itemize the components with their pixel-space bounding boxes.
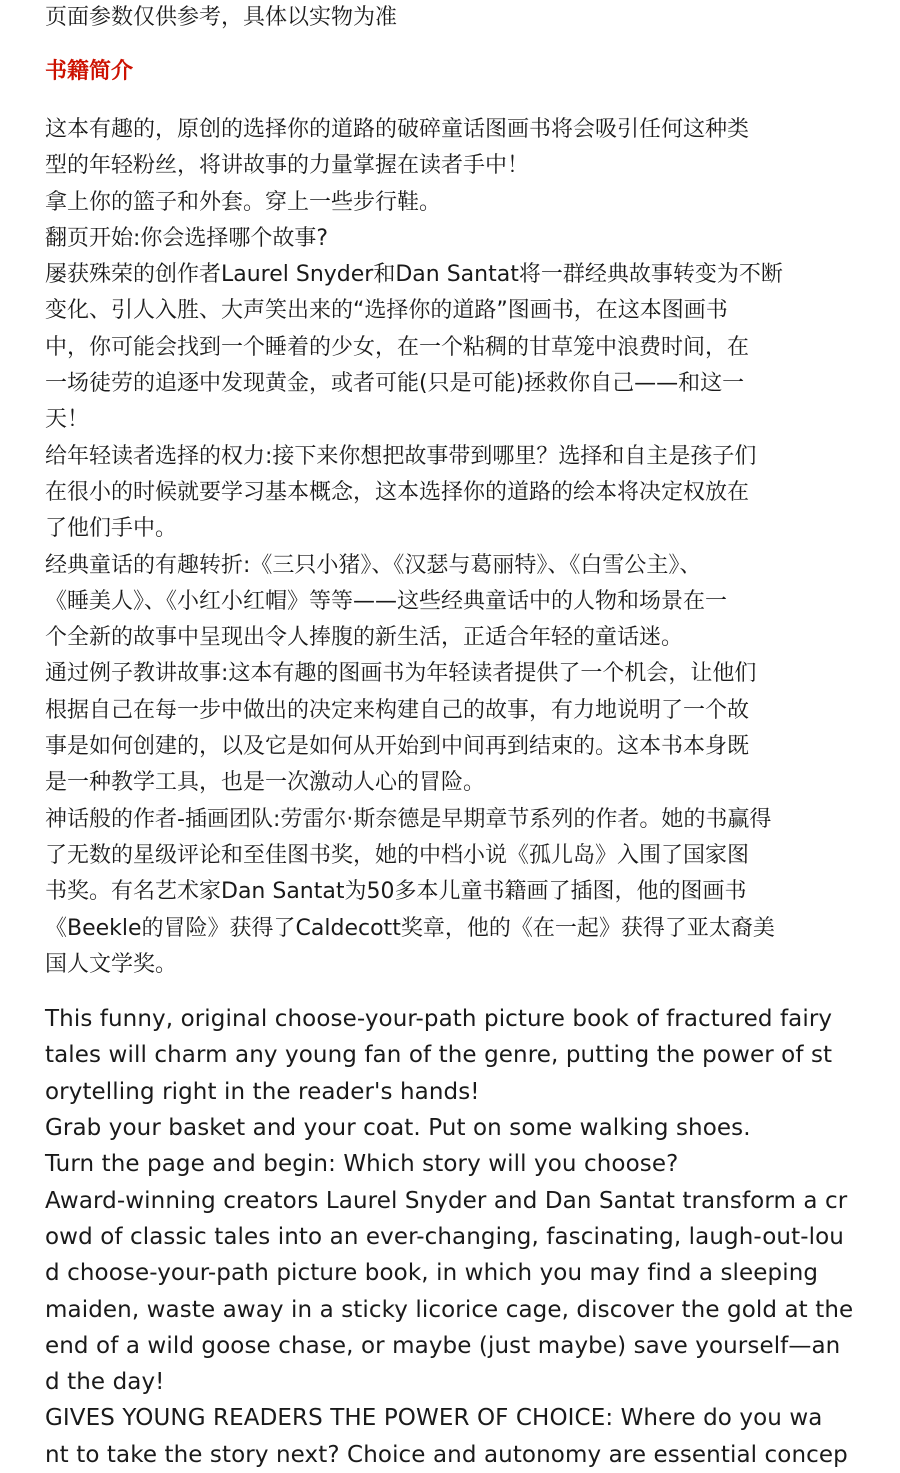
description-line-cn: 屡获殊荣的创作者Laurel Snyder和Dan Santat将一群经典故事转变为不断	[45, 262, 783, 288]
description-line-cn: 根据自己在每一步中做出的决定来构建自己的故事，有力地说明了一个故	[45, 697, 750, 723]
description-line-cn: 《睡美人》、《小红小红帽》等等——这些经典童话中的人物和场景在一	[45, 588, 728, 614]
description-line-en: d choose-your-path picture book, in which you may find a sleeping	[45, 1260, 819, 1287]
description-line-cn: 个全新的故事中呈现出令人捧腹的新生活，正适合年轻的童话迷。	[45, 625, 684, 651]
description-line-cn: 型的年轻粉丝，将讲故事的力量掌握在读者手中！	[45, 153, 530, 179]
description-line-en: d the day!	[45, 1369, 165, 1396]
description-line-en: GIVES YOUNG READERS THE POWER OF CHOICE: Where do you wa	[45, 1405, 823, 1432]
description-line-cn: 了无数的星级评论和至佳图书奖，她的中档小说《孤儿岛》入围了国家图	[45, 842, 750, 868]
description-line-cn: 天！	[45, 407, 90, 433]
description-line-en: end of a wild goose chase, or maybe (just maybe) save yourself—an	[45, 1332, 841, 1359]
description-line-en: owd of classic tales into an ever-changing, fascinating, laugh-out-lou	[45, 1223, 844, 1250]
description-line-en: This funny, original choose-your-path picture book of fractured fairy	[45, 1006, 833, 1033]
description-line-cn: 经典童话的有趣转折:《三只小猪》、《汉瑟与葛丽特》、《白雪公主》、	[45, 552, 702, 578]
product-description	[45, 0, 854, 1473]
chinese-description	[45, 112, 845, 983]
description-line-cn: 《Beekle的冒险》获得了Caldecott奖章，他的《在一起》获得了亚太裔美	[45, 915, 775, 941]
description-line-cn: 这本有趣的，原创的选择你的道路的破碎童话图画书将会吸引任何这种类	[45, 117, 750, 142]
description-line-cn: 事是如何创建的，以及它是如何从开始到中间再到结束的。这本书本身既	[45, 734, 750, 760]
description-line-cn: 通过例子教讲故事:这本有趣的图画书为年轻读者提供了一个机会，让他们	[45, 661, 757, 687]
description-line-en: Grab your basket and your coat. Put on some walking shoes.	[45, 1115, 751, 1142]
description-line-cn: 是一种教学工具，也是一次激动人心的冒险。	[45, 770, 486, 796]
description-line-cn: 国人文学奖。	[45, 951, 178, 977]
description-line-en: orytelling right in the reader's hands!	[45, 1078, 480, 1105]
description-line-cn: 中，你可能会找到一个睡着的少女，在一个粘稠的甘草笼中浪费时间，在	[45, 334, 750, 360]
description-line-en: Turn the page and begin: Which story will you choose?	[45, 1151, 679, 1178]
description-line-en: maiden, waste away in a sticky licorice cage, discover the gold at the	[45, 1296, 854, 1323]
description-line-cn: 了他们手中。	[45, 516, 178, 542]
description-line-cn: 给年轻读者选择的权力:接下来你想把故事带到哪里？选择和自主是孩子们	[45, 443, 757, 469]
description-line-cn: 在很小的时候就要学习基本概念，这本选择你的道路的绘本将决定权放在	[45, 479, 750, 505]
description-line-cn: 神话般的作者-插画团队:劳雷尔·斯奈德是早期章节系列的作者。她的书赢得	[45, 806, 772, 832]
description-line-en: Award-winning creators Laurel Snyder and Dan Santat transform a cr	[45, 1187, 848, 1214]
description-line-en: nt to take the story next? Choice and autonomy are essential concep	[45, 1441, 848, 1468]
english-description	[45, 1001, 854, 1473]
description-line-cn: 书奖。有名艺术家Dan Santat为50多本儿童书籍画了插图，他的图画书	[45, 879, 747, 905]
description-line-en: tales will charm any young fan of the genre, putting the power of st	[45, 1042, 833, 1069]
section-title-book-intro: 书籍简介	[45, 59, 134, 84]
description-line-cn: 变化、引人入胜、大声笑出来的“选择你的道路”图画书，在这本图画书	[45, 298, 728, 324]
disclaimer-notice: 页面参数仅供参考，具体以实物为准	[45, 5, 398, 30]
description-line-cn: 拿上你的篮子和外套。穿上一些步行鞋。	[45, 189, 442, 215]
description-line-cn: 一场徒劳的追逐中发现黄金，或者可能(只是可能)拯救你自己——和这一	[45, 371, 745, 397]
description-line-cn: 翻页开始:你会选择哪个故事?	[45, 225, 329, 251]
